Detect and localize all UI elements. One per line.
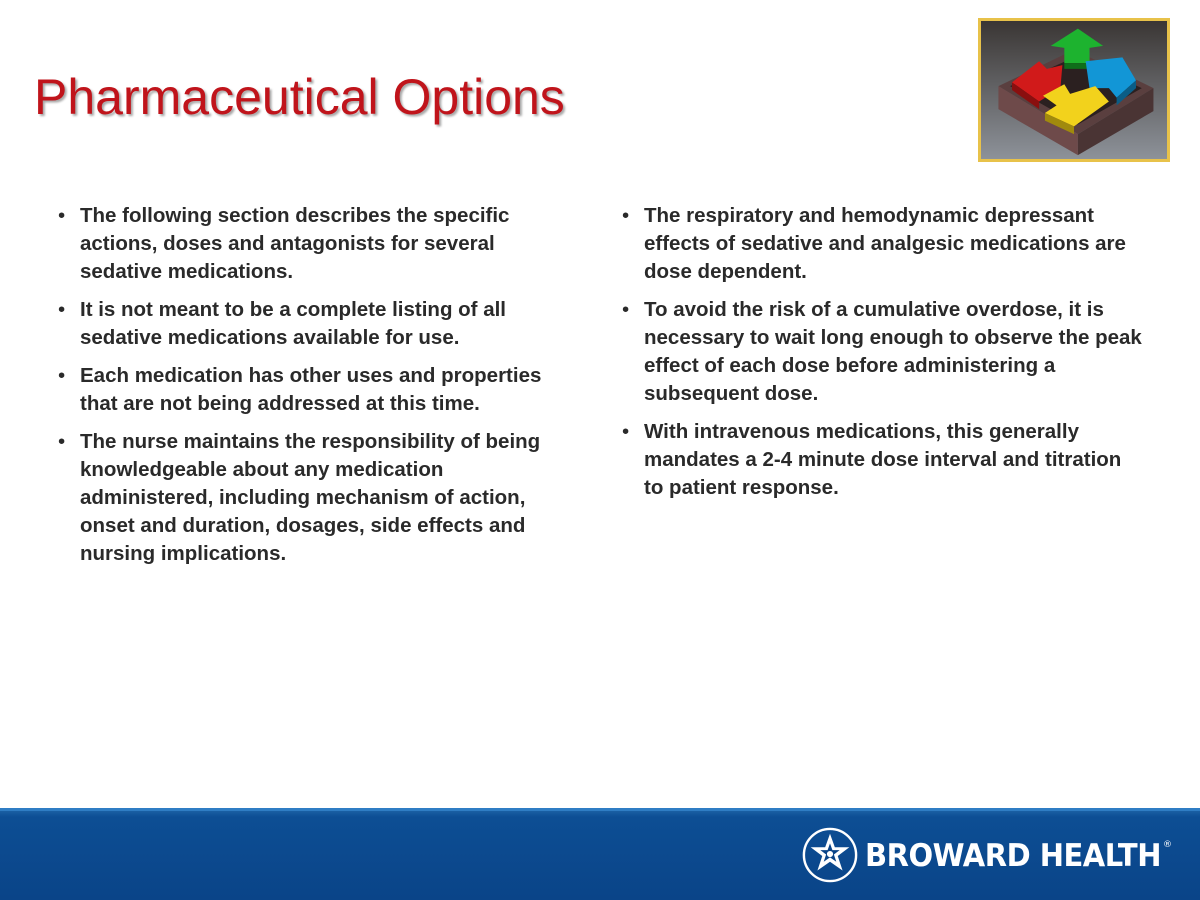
bullet-icon: •	[622, 420, 630, 443]
bullet-text: It is not meant to be a complete listing of all sedative medications available for use.	[80, 298, 506, 349]
right-bullet-list	[622, 202, 1142, 512]
bullet-icon: •	[58, 298, 66, 321]
bullet-icon: •	[58, 430, 66, 453]
bullet-icon: •	[622, 204, 630, 227]
list-item	[58, 428, 578, 568]
left-bullet-list	[58, 202, 578, 578]
bullet-icon: •	[58, 364, 66, 387]
broward-health-star-icon	[801, 826, 859, 884]
registered-mark: ®	[1163, 840, 1172, 850]
bullet-text: With intravenous medications, this generally mandates a 2-4 minute dose interval and titration to patient response.	[644, 420, 1122, 499]
list-item	[622, 418, 1142, 502]
broward-health-logo	[801, 824, 1172, 886]
bullet-text: To avoid the risk of a cumulative overdose, it is necessary to wait long enough to observe the peak effect of each dose before administering a subsequent dose.	[644, 298, 1142, 405]
bullet-icon: •	[58, 204, 66, 227]
bullet-icon: •	[622, 298, 630, 321]
list-item	[622, 202, 1142, 286]
list-item	[58, 296, 578, 352]
list-item	[58, 362, 578, 418]
bullet-text: The nurse maintains the responsibility of being knowledgeable about any medication administered, including mechanism of action, onset and duration, dosages, side effects and nursing implications.	[80, 430, 541, 565]
list-item	[58, 202, 578, 286]
arrows-puzzle-box-icon	[978, 18, 1170, 162]
bullet-text: The respiratory and hemodynamic depressant effects of sedative and analgesic medications are dose dependent.	[644, 204, 1126, 283]
logo-text: BROWARD HEALTH	[865, 836, 1161, 874]
bullet-text: Each medication has other uses and properties that are not being addressed at this time.	[80, 364, 542, 415]
slide-title: Pharmaceutical Options	[34, 69, 565, 125]
bullet-text: The following section describes the specific actions, doses and antagonists for several sedative medications.	[80, 204, 510, 283]
footer-band	[0, 808, 1200, 900]
list-item	[622, 296, 1142, 408]
